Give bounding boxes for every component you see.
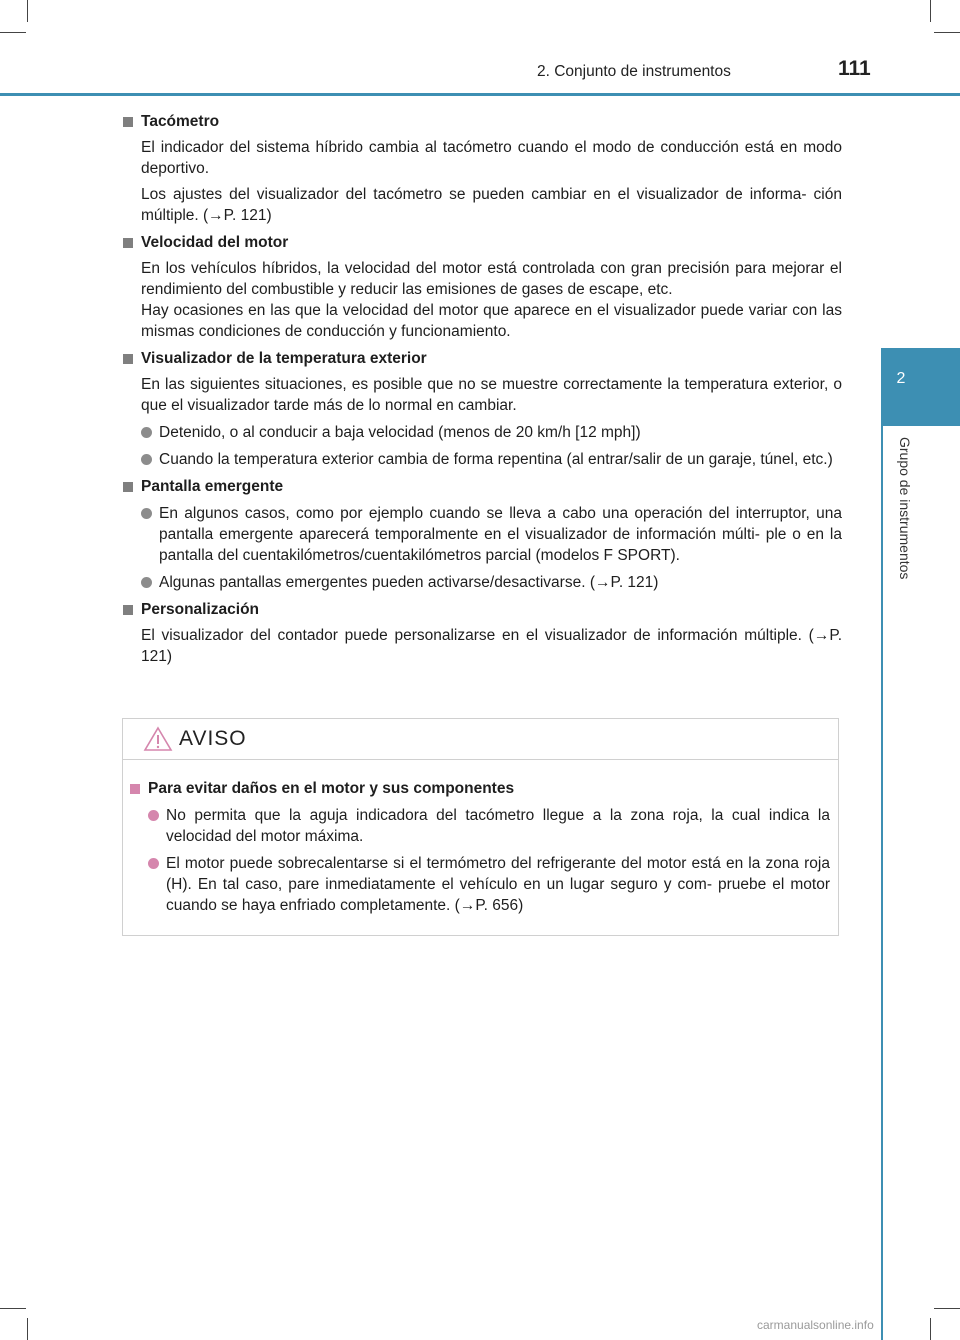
- paragraph: El visualizador del contador puede personalizarse en el visualizador de información múltiple. (→P. 121): [141, 627, 842, 665]
- chapter-tab-number: 2: [896, 370, 906, 387]
- crop-mark: [930, 1318, 931, 1340]
- paragraph: Los ajustes del visualizador del tacómetro se pueden cambiar en el visualizador de informa- ción múltiple. (→P. 121): [141, 186, 842, 224]
- side-rule: [881, 426, 883, 1340]
- circle-bullet-icon: [148, 858, 159, 869]
- square-bullet-icon: [123, 117, 133, 127]
- main-content: [122, 105, 842, 667]
- square-bullet-icon: [123, 482, 133, 492]
- page-number: 111: [838, 57, 871, 80]
- section-heading-tacometro: Tacómetro: [122, 111, 842, 132]
- square-bullet-icon: [123, 354, 133, 364]
- notice-header: [123, 719, 838, 760]
- list-item: No permita que la aguja indicadora del tacómetro llegue a la zona roja, la cual indica la velocidad del motor máxima.: [148, 805, 830, 847]
- notice-title: AVISO: [179, 727, 247, 750]
- square-bullet-icon: [123, 238, 133, 248]
- crop-mark: [0, 1308, 26, 1309]
- list-item: En algunos casos, como por ejemplo cuando se lleva a cabo una operación del interruptor, una pantalla emergente aparecerá temporalmente en el visualizador de información múlti- ple o en la pantalla del cuentakilómetros/cuentakilómetros parcial (modelos F SPORT).: [141, 503, 842, 566]
- section-heading-temperatura: Visualizador de la temperatura exterior: [122, 348, 842, 369]
- circle-bullet-icon: [141, 577, 152, 588]
- square-bullet-icon: [130, 784, 140, 794]
- list-item: El motor puede sobrecalentarse si el termómetro del refrigerante del motor está en la zona roja (H). En tal caso, pare inmediatamente el vehículo en un lugar seguro y com- pruebe el motor cuando se haya enfriado completamente. (→P. 656): [148, 853, 830, 916]
- chapter-tab-label: Grupo de instrumentos: [897, 437, 913, 580]
- notice-box: [122, 718, 839, 936]
- notice-heading: Para evitar daños en el motor y sus componentes: [129, 778, 830, 799]
- circle-bullet-icon: [141, 454, 152, 465]
- chapter-title: 2. Conjunto de instrumentos: [537, 63, 731, 80]
- chapter-tab: [881, 348, 960, 426]
- paragraph: El indicador del sistema híbrido cambia al tacómetro cuando el modo de conducción está en modo deportivo.: [141, 139, 842, 177]
- section-heading-velocidad: Velocidad del motor: [122, 232, 842, 253]
- paragraph: En los vehículos híbridos, la velocidad del motor está controlada con gran precisión para mejorar el rendimiento del combustible y reducir las emisiones de gases de escape, etc.: [141, 260, 842, 298]
- paragraph: En las siguientes situaciones, es posible que no se muestre correctamente la temperatura exterior, o que el visualizador tarde más de lo normal en cambiar.: [141, 376, 842, 414]
- paragraph: Hay ocasiones en las que la velocidad del motor que aparece en el visualizador puede variar con las mismas condiciones de conducción y funcionamiento.: [141, 302, 842, 340]
- list-item: Cuando la temperatura exterior cambia de forma repentina (al entrar/salir de un garaje, túnel, etc.): [141, 449, 842, 470]
- circle-bullet-icon: [141, 508, 152, 519]
- list-item: Detenido, o al conducir a baja velocidad (menos de 20 km/h [12 mph]): [141, 422, 842, 443]
- circle-bullet-icon: [148, 810, 159, 821]
- page-header: [0, 0, 960, 100]
- square-bullet-icon: [123, 605, 133, 615]
- watermark: carmanualsonline.info: [757, 1318, 874, 1332]
- notice-body: [123, 760, 838, 916]
- header-rule: [0, 93, 960, 96]
- list-item: Algunas pantallas emergentes pueden activarse/desactivarse. (→P. 121): [141, 572, 842, 593]
- circle-bullet-icon: [141, 427, 152, 438]
- section-heading-personalizacion: Personalización: [122, 599, 842, 620]
- section-heading-pantalla: Pantalla emergente: [122, 476, 842, 497]
- crop-mark: [27, 1318, 28, 1340]
- warning-triangle-icon: [143, 726, 173, 752]
- crop-mark: [934, 1308, 960, 1309]
